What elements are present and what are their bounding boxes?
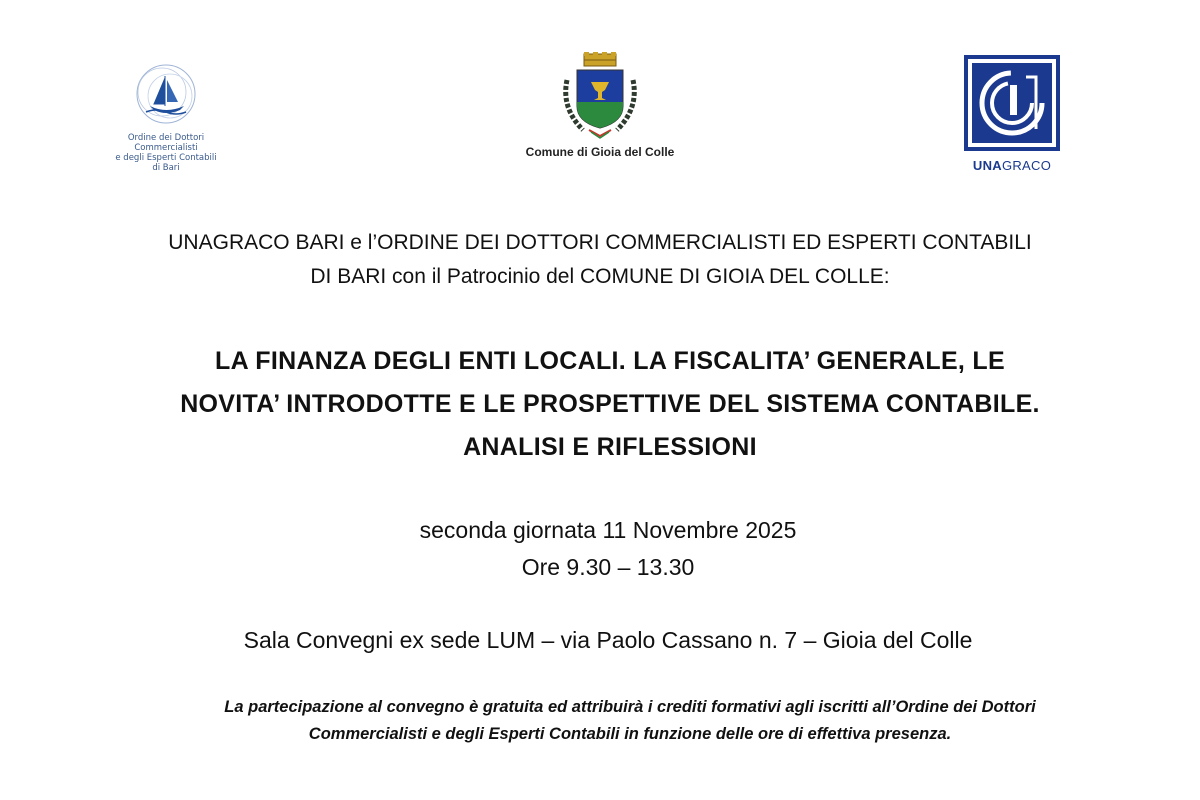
odcec-caption-line: di Bari — [152, 163, 180, 173]
title-line: LA FINANZA DEGLI ENTI LOCALI. LA FISCALITA’ GENERALE, LE — [215, 347, 1005, 375]
note-line: Commercialisti e degli Esperti Contabili in funzione delle ore di effettiva presenza. — [308, 725, 952, 743]
title-line: NOVITA’ INTRODOTTE E LE PROSPETTIVE DEL SISTEMA CONTABILE. — [180, 390, 1040, 418]
odcec-caption-line: e degli Esperti Contabili — [115, 153, 217, 163]
odcec-bari-logo — [96, 62, 236, 172]
unagraco-logo — [960, 55, 1064, 175]
sailing-ship-icon — [132, 62, 200, 128]
unagraco-caption-rest: GRACO — [1001, 158, 1052, 173]
participation-note — [80, 694, 1180, 748]
event-time: Ore 9.30 – 13.30 — [521, 554, 695, 580]
odcec-caption — [96, 133, 236, 173]
comune-caption: Comune di Gioia del Colle — [525, 145, 675, 159]
event-schedule — [0, 512, 1200, 586]
intro-line: DI BARI con il Patrocinio del COMUNE DI GIOIA DEL COLLE: — [310, 265, 890, 288]
note-line: La partecipazione al convegno è gratuita ed attribuirà i crediti formativi agli iscritti all’Ordine dei Dottori — [224, 698, 1036, 716]
comune-gioia-logo — [520, 50, 680, 165]
event-title — [60, 340, 1160, 469]
odcec-caption-line: Ordine dei Dottori Commercialisti — [127, 133, 205, 153]
title-line: ANALISI E RIFLESSIONI — [463, 433, 757, 461]
unagraco-logo-icon — [964, 55, 1060, 151]
unagraco-caption-bold: UNA — [972, 158, 1002, 173]
event-venue: Sala Convegni ex sede LUM – via Paolo Cassano n. 7 – Gioia del Colle — [243, 627, 973, 653]
event-date: seconda giornata 11 Novembre 2025 — [419, 517, 797, 543]
organizers-intro — [40, 226, 1160, 294]
coat-of-arms-icon — [553, 50, 647, 142]
unagraco-caption — [960, 158, 1064, 173]
intro-line: UNAGRACO BARI e l’ORDINE DEI DOTTORI COMMERCIALISTI ED ESPERTI CONTABILI — [168, 231, 1032, 254]
